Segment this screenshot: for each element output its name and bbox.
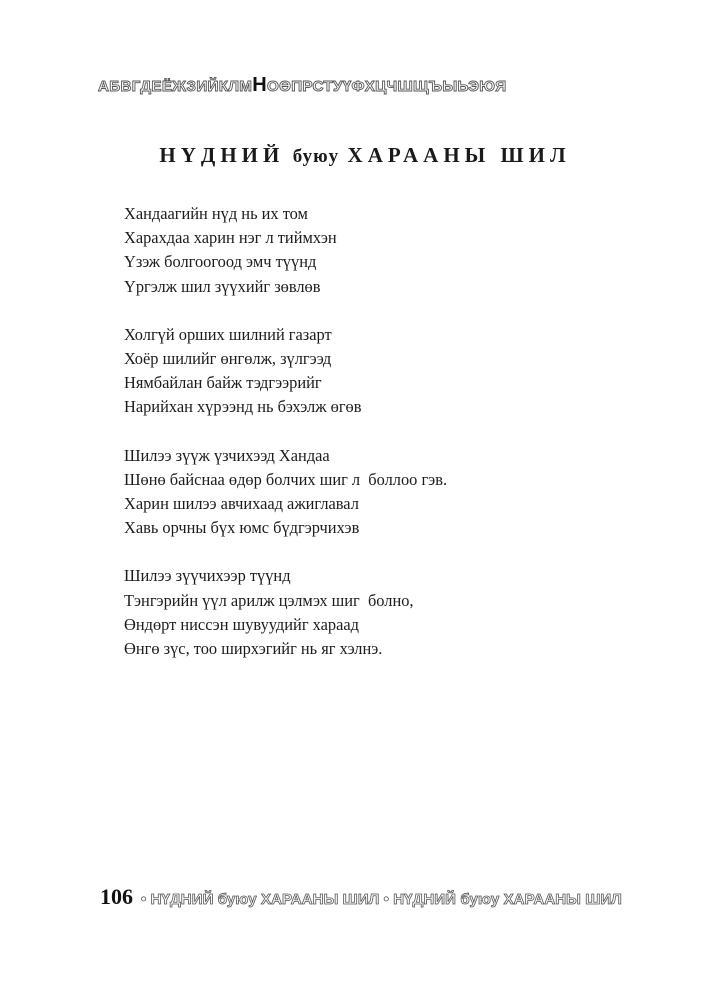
page-footer bbox=[100, 884, 640, 910]
alphabet-current-letter: Н bbox=[252, 74, 267, 96]
poem-line: Харахдаа харин нэг л тиймхэн bbox=[124, 228, 337, 248]
poem-line: Хавь орчны бүх юмс бүдгэрчихэв bbox=[124, 518, 360, 538]
title-word-1: НҮДНИЙ bbox=[159, 143, 285, 167]
stanza bbox=[124, 444, 604, 541]
stanza bbox=[124, 564, 604, 661]
poem-line: Харин шилээ авчихаад ажиглавал bbox=[124, 494, 359, 514]
alphabet-header bbox=[98, 74, 638, 98]
stanza bbox=[124, 323, 604, 420]
poem-line: Хоёр шилийг өнгөлж, зүлгээд bbox=[124, 349, 332, 369]
poem-line: Шилээ зүүж үзчихээд Хандаа bbox=[124, 445, 330, 465]
stanza bbox=[124, 202, 604, 299]
poem-line: Үргэлж шил зүүхийг зөвлөв bbox=[124, 276, 321, 296]
page-number: 106 bbox=[100, 884, 133, 909]
poem-line: Өндөрт ниссэн шувуудийг хараад bbox=[124, 614, 359, 634]
title-word-3: ХАРААНЫ ШИЛ bbox=[347, 143, 571, 167]
poem-line: Хандаагийн нүд нь их том bbox=[124, 204, 308, 223]
poem-line: Нарийхан хүрээнд нь бэхэлж өгөв bbox=[124, 397, 362, 417]
poem-line: Үзэж болгоогоод эмч түүнд bbox=[124, 252, 317, 272]
poem-title bbox=[0, 140, 708, 172]
poem-line: Шилээ зүүчихээр түүнд bbox=[124, 566, 291, 586]
title-word-2: буюу bbox=[292, 146, 340, 167]
poem-line: Өнгө зүс, тоо ширхэгийг нь яг хэлнэ. bbox=[124, 639, 383, 659]
poem-line: Холгүй орших шилний газарт bbox=[124, 324, 332, 344]
alphabet-letters-after: ОӨПРСТУҮФХЦЧШЩЪЫЬЭЮЯ bbox=[266, 78, 507, 95]
running-head: • НҮДНИЙ буюу ХАРААНЫ ШИЛ • НҮДНИЙ буюу ХАРААНЫ ШИЛ bbox=[141, 891, 622, 908]
alphabet-letters-before: АБВГДЕЁЖЗИЙКЛМ bbox=[98, 78, 253, 95]
poem-line: Тэнгэрийн үүл арилж цэлмэх шиг болно, bbox=[124, 590, 414, 610]
poem-line: Шөнө байснаа өдөр болчих шиг л боллоо гэв. bbox=[124, 469, 448, 489]
poem-body bbox=[124, 202, 604, 685]
poem-line: Нямбайлан байж тэдгээрийг bbox=[124, 373, 322, 393]
